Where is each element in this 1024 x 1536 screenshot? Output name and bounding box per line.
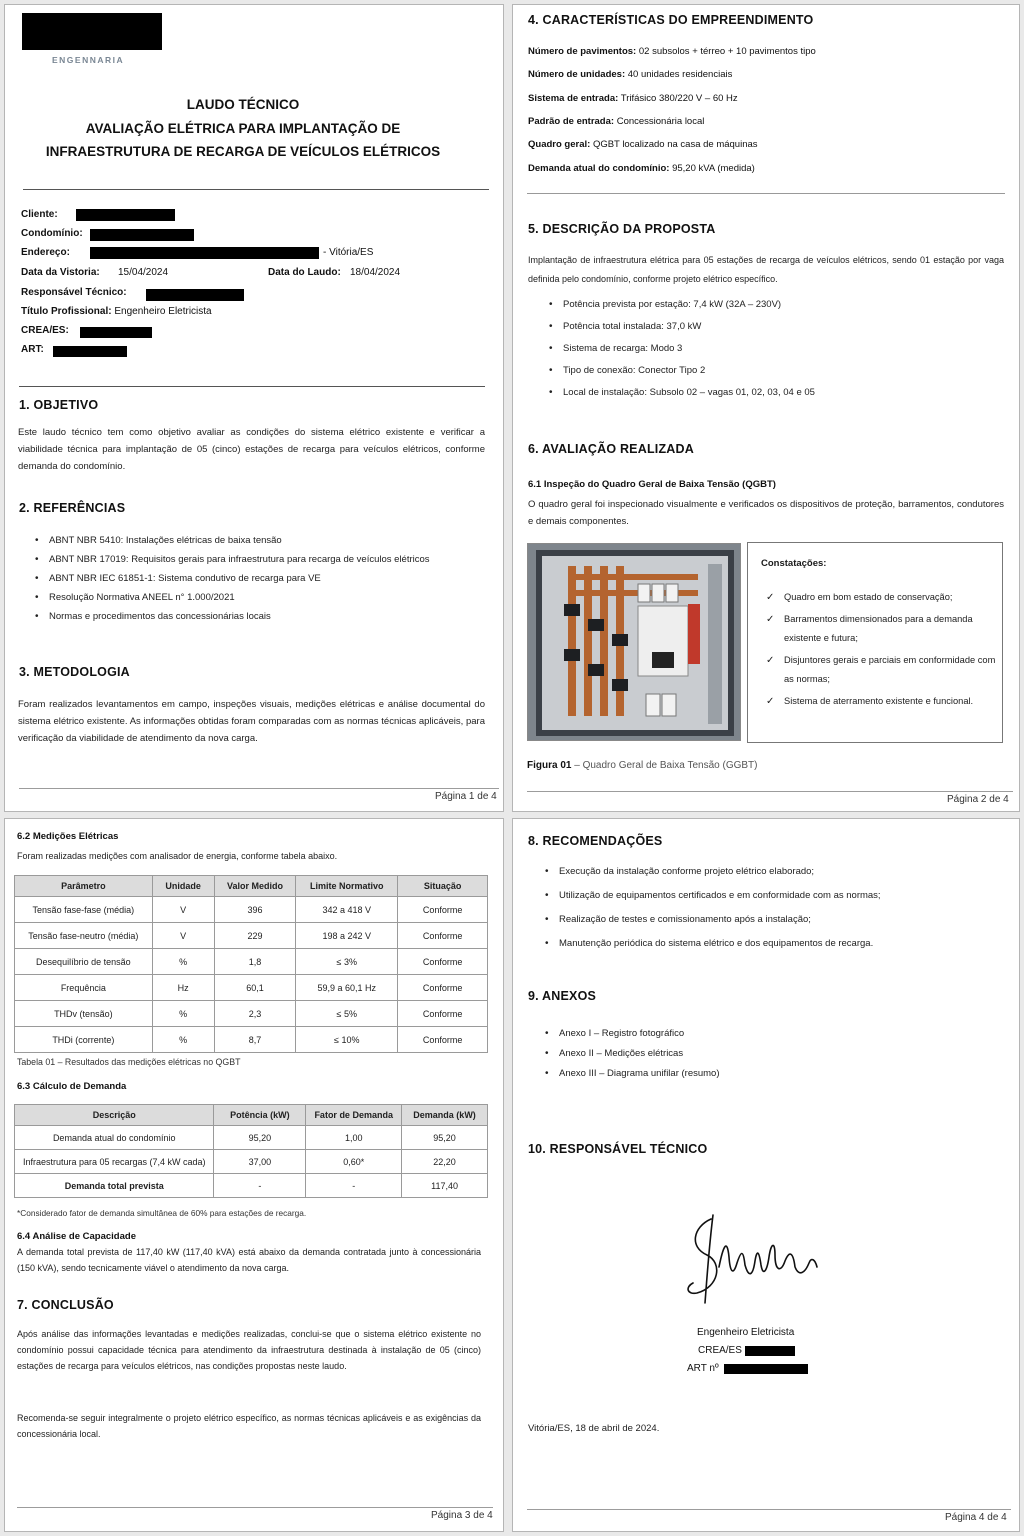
table-cell: THDv (tensão): [15, 1001, 153, 1027]
section-7-text-2: Recomenda-se seguir integralmente o projeto elétrico específico, as normas técnicas aplicáveis e as exigências da concessionária local.: [17, 1413, 481, 1439]
table-1-caption: Tabela 01 – Resultados das medições elétricas no QGBT: [17, 1057, 241, 1067]
table-row: [15, 1126, 488, 1150]
info-crea: CREA/ES:: [21, 325, 69, 336]
section-2-title: 2. REFERÊNCIAS: [19, 501, 126, 515]
report-subtitle-line-2: INFRAESTRUTURA DE RECARGA DE VEÍCULOS ELÉTRICOS: [45, 144, 441, 159]
info-art: ART:: [21, 344, 44, 355]
proposal-item: • Potência total instalada: 37,0 kW: [549, 321, 999, 332]
table-header-cell: Parâmetro: [15, 876, 153, 897]
characteristic-row: Quadro geral: QGBT localizado na casa de máquinas: [528, 139, 758, 151]
qgbt-photo: [527, 543, 741, 741]
reference-item: • ABNT NBR IEC 61851-1: Sistema condutivo de recarga para VE: [35, 573, 485, 584]
table-cell: 95,20: [402, 1126, 488, 1150]
findings-list: [766, 588, 996, 714]
section-6-2-text: Foram realizadas medições com analisador de energia, conforme tabela abaixo.: [17, 851, 338, 861]
info-data-vistoria-value: 15/04/2024: [118, 267, 169, 278]
info-endereco: Endereço:: [21, 247, 70, 258]
table-cell: Conforme: [398, 975, 488, 1001]
section-divider: [527, 193, 1005, 194]
section-1-text: Este laudo técnico tem como objetivo avaliar as condições do sistema elétrico existente e verificar a viabilidade técnica para implantação de 05 (cinco) estações de recarga para veículos elétricos, conforme demanda do condomínio.: [18, 427, 485, 472]
section-6-4-text: A demanda total prevista de 117,40 kW (117,40 kVA) está abaixo da demanda contratada junto à concessionária (150 kVA), sendo tecnicamente viável o atendimento da nova carga.: [17, 1247, 481, 1273]
annex-item: • Anexo II – Medições elétricas: [545, 1048, 1005, 1059]
table-row: [15, 949, 488, 975]
annexes-list: [545, 1028, 1005, 1088]
table-header-cell: Situação: [398, 876, 488, 897]
table-cell: 198 a 242 V: [296, 923, 398, 949]
proposal-item: • Potência prevista por estação: 7,4 kW (32A – 230V): [549, 299, 999, 310]
table-cell: Conforme: [398, 1027, 488, 1053]
annex-item: • Anexo III – Diagrama unifilar (resumo): [545, 1068, 1005, 1079]
table-cell: Demanda total prevista: [15, 1174, 214, 1198]
section-7-title: 7. CONCLUSÃO: [17, 1298, 114, 1312]
characteristic-row: Demanda atual do condomínio: 95,20 kVA (medida): [528, 162, 755, 174]
characteristic-row: Padrão de entrada: Concessionária local: [528, 115, 705, 127]
redacted-crea: [80, 327, 152, 338]
table-header-cell: Fator de Demanda: [306, 1105, 402, 1126]
section-10-title: 10. RESPONSÁVEL TÉCNICO: [528, 1142, 708, 1156]
demand-table: [14, 1104, 488, 1198]
footer-line: [17, 1507, 493, 1508]
redacted-art: [53, 346, 127, 357]
table-cell: 117,40: [402, 1174, 488, 1198]
title-divider: [23, 189, 489, 190]
finding-item: ✓ Sistema de aterramento existente e funcional.: [766, 692, 996, 711]
section-1-title: 1. OBJETIVO: [19, 398, 99, 412]
table-cell: %: [152, 1027, 214, 1053]
table-header-cell: Demanda (kW): [402, 1105, 488, 1126]
reference-item: • ABNT NBR 17019: Requisitos gerais para infraestrutura para recarga de veículos elétricos: [35, 554, 485, 565]
reference-item: • Normas e procedimentos das concessionárias locais: [35, 611, 485, 622]
table-header-cell: Descrição: [15, 1105, 214, 1126]
section-6-2-title: 6.2 Medições Elétricas: [17, 831, 119, 842]
table-cell: -: [214, 1174, 306, 1198]
measurements-table: [14, 875, 488, 1053]
table-row: [15, 975, 488, 1001]
section-6-1-text: O quadro geral foi inspecionado visualmente e verificados os dispositivos de proteção, barramentos, condutores e demais componentes.: [528, 499, 1004, 527]
table-cell: V: [152, 923, 214, 949]
signature-crea: CREA/ES: [698, 1345, 742, 1356]
demand-table-note: *Considerado fator de demanda simultânea de 60% para estações de recarga.: [17, 1208, 307, 1218]
info-responsavel: Responsável Técnico:: [21, 287, 127, 298]
table-cell: -: [306, 1174, 402, 1198]
section-5-text: Implantação de infraestrutura elétrica para 05 estações de recarga de veículos elétricos, sendo 01 estação por vaga definida pelo condomínio, conforme projeto elétrico específico.: [528, 255, 1004, 284]
table-row: [15, 1027, 488, 1053]
findings-box: [747, 542, 1003, 743]
table-cell: Conforme: [398, 1001, 488, 1027]
reference-item: • Resolução Normativa ANEEL n° 1.000/2021: [35, 592, 485, 603]
redacted-condominio: [90, 229, 194, 241]
page-1: [4, 4, 504, 812]
table-cell: 8,7: [214, 1027, 296, 1053]
report-subtitle-line-1: AVALIAÇÃO ELÉTRICA PARA IMPLANTAÇÃO DE: [85, 121, 401, 136]
company-logo-text: ENGENNARIA: [52, 55, 125, 65]
recommendations-list: [545, 866, 1005, 962]
info-cliente: Cliente:: [21, 209, 58, 220]
table-cell: Conforme: [398, 949, 488, 975]
table-cell: 1,8: [214, 949, 296, 975]
references-list: [35, 535, 485, 630]
table-cell: 22,20: [402, 1150, 488, 1174]
redacted-responsavel: [146, 289, 244, 301]
table-cell: Frequência: [15, 975, 153, 1001]
proposal-list: [549, 299, 999, 409]
table-cell: Conforme: [398, 897, 488, 923]
table-cell: 37,00: [214, 1150, 306, 1174]
recommendation-item: • Execução da instalação conforme projeto elétrico elaborado;: [545, 866, 1005, 877]
table-cell: V: [152, 897, 214, 923]
table-header-cell: Limite Normativo: [296, 876, 398, 897]
section-5-title: 5. DESCRIÇÃO DA PROPOSTA: [528, 222, 716, 236]
table-cell: ≤ 3%: [296, 949, 398, 975]
table-cell: %: [152, 949, 214, 975]
company-logo-redacted: [22, 13, 162, 50]
table-cell: %: [152, 1001, 214, 1027]
report-title: LAUDO TÉCNICO: [186, 97, 300, 112]
section-4-title: 4. CARACTERÍSTICAS DO EMPREENDIMENTO: [528, 13, 814, 27]
page-number: Página 1 de 4: [435, 791, 497, 802]
section-6-4-title: 6.4 Análise de Capacidade: [17, 1231, 136, 1242]
section-6-1-title: 6.1 Inspeção do Quadro Geral de Baixa Tensão (QGBT): [528, 479, 776, 490]
info-titulo: Título Profissional: Engenheiro Eletricista: [21, 306, 212, 317]
table-header-cell: Potência (kW): [214, 1105, 306, 1126]
table-cell: 396: [214, 897, 296, 923]
footer-line: [19, 788, 499, 789]
table-cell: 2,3: [214, 1001, 296, 1027]
table-header-cell: Valor Medido: [214, 876, 296, 897]
finding-item: ✓ Barramentos dimensionados para a demanda existente e futura;: [766, 610, 996, 648]
section-3-title: 3. METODOLOGIA: [19, 665, 130, 679]
characteristic-row: Sistema de entrada: Trifásico 380/220 V – 60 Hz: [528, 92, 738, 104]
table-cell: 59,9 a 60,1 Hz: [296, 975, 398, 1001]
table-cell: Infraestrutura para 05 recargas (7,4 kW cada): [15, 1150, 214, 1174]
table-row: [15, 1001, 488, 1027]
proposal-item: • Local de instalação: Subsolo 02 – vagas 01, 02, 03, 04 e 05: [549, 387, 999, 398]
table-cell: ≤ 10%: [296, 1027, 398, 1053]
table-row: [15, 923, 488, 949]
recommendation-item: • Utilização de equipamentos certificados e em conformidade com as normas;: [545, 890, 1005, 901]
report-title-block: [25, 93, 461, 163]
footer-line: [527, 791, 1013, 792]
redacted-art-number: [724, 1364, 808, 1374]
page-4: [512, 818, 1020, 1532]
signature-role: Engenheiro Eletricista: [697, 1327, 795, 1338]
section-8-title: 8. RECOMENDAÇÕES: [528, 834, 663, 848]
table-cell: Demanda atual do condomínio: [15, 1126, 214, 1150]
finding-item: ✓ Quadro em bom estado de conservação;: [766, 588, 996, 607]
recommendation-item: • Realização de testes e comissionamento após a instalação;: [545, 914, 1005, 925]
table-cell: 229: [214, 923, 296, 949]
page-number: Página 3 de 4: [431, 1510, 493, 1521]
table-cell: Hz: [152, 975, 214, 1001]
page-2: [512, 4, 1020, 812]
proposal-item: • Sistema de recarga: Modo 3: [549, 343, 999, 354]
signature-graphic: [683, 1207, 823, 1307]
table-cell: ≤ 5%: [296, 1001, 398, 1027]
table-cell: Conforme: [398, 923, 488, 949]
section-6-3-title: 6.3 Cálculo de Demanda: [17, 1081, 127, 1092]
annex-item: • Anexo I – Registro fotográfico: [545, 1028, 1005, 1039]
page-number: Página 2 de 4: [947, 794, 1009, 805]
section-9-title: 9. ANEXOS: [528, 989, 597, 1003]
table-cell: Tensão fase-fase (média): [15, 897, 153, 923]
footer-line: [527, 1509, 1011, 1510]
reference-item: • ABNT NBR 5410: Instalações elétricas de baixa tensão: [35, 535, 485, 546]
table-header-cell: Unidade: [152, 876, 214, 897]
info-divider: [19, 386, 485, 387]
table-cell: 1,00: [306, 1126, 402, 1150]
section-6-title: 6. AVALIAÇÃO REALIZADA: [528, 442, 694, 456]
info-condominio: Condomínio:: [21, 228, 83, 239]
recommendation-item: • Manutenção periódica do sistema elétrico e dos equipamentos de recarga.: [545, 938, 1005, 949]
signature-art: ART nº: [687, 1363, 719, 1374]
table-row: [15, 1150, 488, 1174]
page-number: Página 4 de 4: [945, 1512, 1007, 1523]
section-7-text-1: Após análise das informações levantadas e medições realizadas, conclui-se que o sistema elétrico existente no condomínio possui capacidade técnica para atendimento da infraestrutura destinada à instalação de 05 (cinco) estações de recarga para veículos elétricos, nas condições propostas neste laudo.: [17, 1329, 481, 1371]
redacted-cliente: [76, 209, 175, 221]
info-data-vistoria: Data da Vistoria:: [21, 267, 100, 278]
place-and-date: Vitória/ES, 18 de abril de 2024.: [528, 1423, 660, 1434]
table-cell: Desequilíbrio de tensão: [15, 949, 153, 975]
table-cell: Tensão fase-neutro (média): [15, 923, 153, 949]
info-endereco-city: - Vitória/ES: [323, 247, 374, 258]
table-row: [15, 897, 488, 923]
table-cell: 60,1: [214, 975, 296, 1001]
redacted-crea-number: [745, 1346, 795, 1356]
electrical-panel-illustration: [528, 544, 741, 741]
table-row: [15, 1174, 488, 1198]
info-data-laudo: Data do Laudo:: [268, 267, 341, 278]
figure-caption: Figura 01 – Quadro Geral de Baixa Tensão (GGBT): [527, 760, 758, 771]
section-3-text: Foram realizados levantamentos em campo, inspeções visuais, medições elétricas e análise documental do sistema elétrico existente. As informações obtidas foram comparadas com as normas técnicas aplicáveis, para verificação da viabilidade de atendimento da nova carga.: [18, 699, 485, 744]
table-cell: THDi (corrente): [15, 1027, 153, 1053]
findings-title: Constatações:: [761, 558, 827, 569]
info-data-laudo-value: 18/04/2024: [350, 267, 401, 278]
characteristic-row: Número de pavimentos: 02 subsolos + térreo + 10 pavimentos tipo: [528, 46, 816, 57]
page-3: [4, 818, 504, 1532]
table-cell: 95,20: [214, 1126, 306, 1150]
characteristic-row: Número de unidades: 40 unidades residenciais: [528, 69, 733, 81]
table-cell: 342 a 418 V: [296, 897, 398, 923]
proposal-item: • Tipo de conexão: Conector Tipo 2: [549, 365, 999, 376]
finding-item: ✓ Disjuntores gerais e parciais em conformidade com as normas;: [766, 651, 996, 689]
table-cell: 0,60*: [306, 1150, 402, 1174]
redacted-endereco: [90, 247, 319, 259]
